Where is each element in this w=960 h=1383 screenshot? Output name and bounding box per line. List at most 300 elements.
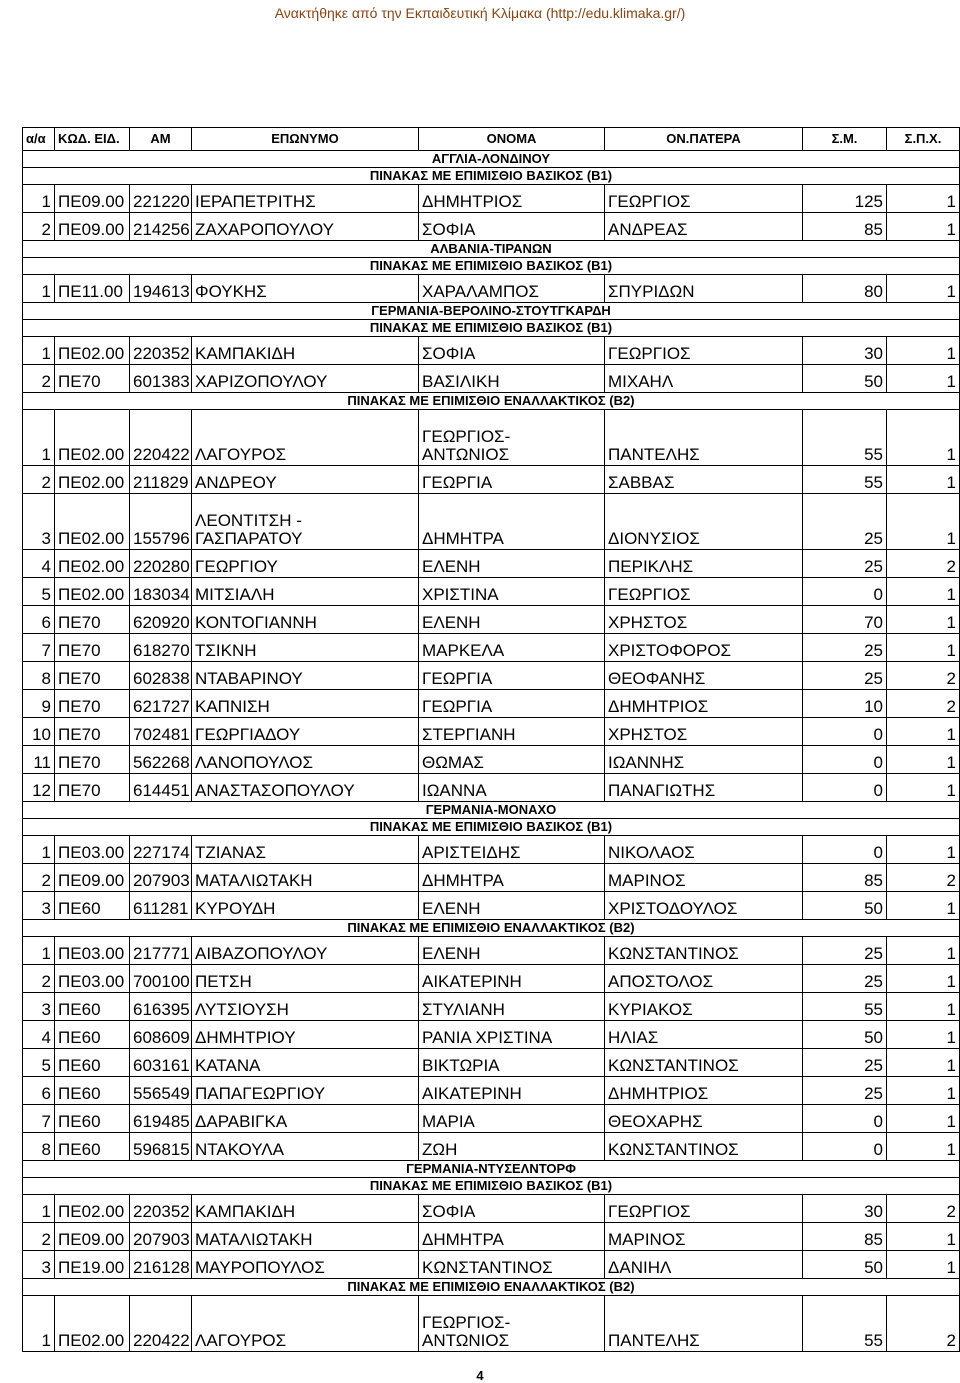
table-row bbox=[23, 1049, 960, 1077]
cell-sm: 25 bbox=[803, 662, 887, 690]
cell-father-name: ΠΕΡΙΚΛΗΣ bbox=[605, 550, 803, 578]
cell-surname: ΔΑΡΑΒΙΓΚΑ bbox=[192, 1105, 419, 1133]
cell-father-name: ΔΑΝΙΗΛ bbox=[605, 1251, 803, 1279]
cell-spx: 1 bbox=[887, 937, 960, 965]
section-heading-row bbox=[23, 303, 960, 320]
cell-am: 220280 bbox=[130, 550, 192, 578]
cell-spx: 1 bbox=[887, 634, 960, 662]
cell-aa: 2 bbox=[23, 965, 55, 993]
cell-father-name: ΔΙΟΝΥΣΙΟΣ bbox=[605, 494, 803, 550]
cell-surname: ΓΕΩΡΓΙΑΔΟΥ bbox=[192, 718, 419, 746]
cell-surname: ΖΑΧΑΡΟΠΟΥΛΟΥ bbox=[192, 213, 419, 241]
cell-name: ΕΛΕΝΗ bbox=[419, 937, 605, 965]
cell-aa: 1 bbox=[23, 937, 55, 965]
cell-surname: ΧΑΡΙΖΟΠΟΥΛΟΥ bbox=[192, 365, 419, 393]
cell-spx: 1 bbox=[887, 410, 960, 466]
cell-surname: ΠΕΤΣΗ bbox=[192, 965, 419, 993]
table-row bbox=[23, 1077, 960, 1105]
cell-specialty-code: ΠΕ02.00 bbox=[55, 337, 130, 365]
cell-sm: 25 bbox=[803, 937, 887, 965]
cell-am: 562268 bbox=[130, 746, 192, 774]
cell-am: 602838 bbox=[130, 662, 192, 690]
cell-spx: 1 bbox=[887, 993, 960, 1021]
cell-sm: 25 bbox=[803, 965, 887, 993]
cell-father-name: ΠΑΝΑΓΙΩΤΗΣ bbox=[605, 774, 803, 802]
cell-am: 220422 bbox=[130, 1296, 192, 1352]
header-specialty-code: ΚΩΔ. ΕΙΔ. bbox=[55, 128, 130, 151]
cell-aa: 9 bbox=[23, 690, 55, 718]
section-heading: ΠΙΝΑΚΑΣ ΜΕ ΕΠΙΜΙΣΘΙΟ ΒΑΣΙΚΟΣ (Β1) bbox=[23, 1178, 960, 1195]
cell-name: ΕΛΕΝΗ bbox=[419, 606, 605, 634]
cell-name: ΣΟΦΙΑ bbox=[419, 1195, 605, 1223]
cell-spx: 1 bbox=[887, 1049, 960, 1077]
cell-name: ΘΩΜΑΣ bbox=[419, 746, 605, 774]
cell-aa: 1 bbox=[23, 836, 55, 864]
cell-aa: 3 bbox=[23, 892, 55, 920]
cell-name: ΔΗΜΗΤΡΑ bbox=[419, 494, 605, 550]
cell-name: ΓΕΩΡΓΙΑ bbox=[419, 662, 605, 690]
cell-specialty-code: ΠΕ02.00 bbox=[55, 466, 130, 494]
cell-surname: ΦΟΥΚΗΣ bbox=[192, 275, 419, 303]
cell-aa: 2 bbox=[23, 466, 55, 494]
cell-aa: 2 bbox=[23, 213, 55, 241]
cell-aa: 4 bbox=[23, 1021, 55, 1049]
cell-am: 220352 bbox=[130, 337, 192, 365]
cell-father-name: ΚΥΡΙΑΚΟΣ bbox=[605, 993, 803, 1021]
cell-name: ΕΛΕΝΗ bbox=[419, 550, 605, 578]
cell-name: ΡΑΝΙΑ ΧΡΙΣΤΙΝΑ bbox=[419, 1021, 605, 1049]
cell-spx: 1 bbox=[887, 578, 960, 606]
cell-spx: 1 bbox=[887, 466, 960, 494]
cell-sm: 0 bbox=[803, 1133, 887, 1161]
source-banner[interactable]: Ανακτήθηκε από την Εκπαιδευτική Κλίμακα (http://edu.klimaka.gr/) bbox=[274, 5, 686, 21]
cell-father-name: ΣΠΥΡΙΔΩΝ bbox=[605, 275, 803, 303]
cell-name: ΣΤΕΡΓΙΑΝΗ bbox=[419, 718, 605, 746]
cell-am: 601383 bbox=[130, 365, 192, 393]
cell-aa: 5 bbox=[23, 1049, 55, 1077]
cell-am: 702481 bbox=[130, 718, 192, 746]
cell-specialty-code: ΠΕ70 bbox=[55, 746, 130, 774]
header-row bbox=[23, 128, 960, 151]
cell-surname: ΜΑΤΑΛΙΩΤΑΚΗ bbox=[192, 864, 419, 892]
header-sm: Σ.Μ. bbox=[803, 128, 887, 151]
section-heading-row bbox=[23, 819, 960, 836]
section-heading-row bbox=[23, 320, 960, 337]
table-body bbox=[23, 128, 960, 1352]
table-row bbox=[23, 550, 960, 578]
cell-father-name: ΓΕΩΡΓΙΟΣ bbox=[605, 337, 803, 365]
cell-aa: 3 bbox=[23, 1251, 55, 1279]
cell-surname: ΤΣΙΚΝΗ bbox=[192, 634, 419, 662]
cell-name: ΙΩΑΝΝΑ bbox=[419, 774, 605, 802]
cell-aa: 11 bbox=[23, 746, 55, 774]
cell-am: 207903 bbox=[130, 1223, 192, 1251]
cell-surname: ΚΑΤΑΝΑ bbox=[192, 1049, 419, 1077]
cell-am: 194613 bbox=[130, 275, 192, 303]
cell-am: 620920 bbox=[130, 606, 192, 634]
section-heading: ΠΙΝΑΚΑΣ ΜΕ ΕΠΙΜΙΣΘΙΟ ΕΝΑΛΛΑΚΤΙΚΟΣ (Β2) bbox=[23, 920, 960, 937]
cell-name: ΓΕΩΡΓΙΑ bbox=[419, 690, 605, 718]
section-heading: ΑΛΒΑΝΙΑ-ΤΙΡΑΝΩΝ bbox=[23, 241, 960, 258]
page-number: 4 bbox=[476, 1368, 484, 1383]
cell-sm: 50 bbox=[803, 365, 887, 393]
cell-name: ΓΕΩΡΓΙΑ bbox=[419, 466, 605, 494]
header-father-name: ΟΝ.ΠΑΤΕΡΑ bbox=[605, 128, 803, 151]
cell-specialty-code: ΠΕ70 bbox=[55, 690, 130, 718]
cell-specialty-code: ΠΕ02.00 bbox=[55, 578, 130, 606]
cell-specialty-code: ΠΕ70 bbox=[55, 606, 130, 634]
cell-father-name: ΜΙΧΑΗΛ bbox=[605, 365, 803, 393]
cell-surname: ΛΑΝΟΠΟΥΛΟΣ bbox=[192, 746, 419, 774]
cell-surname: ΑΝΔΡΕΟΥ bbox=[192, 466, 419, 494]
cell-specialty-code: ΠΕ60 bbox=[55, 1105, 130, 1133]
cell-father-name: ΜΑΡΙΝΟΣ bbox=[605, 1223, 803, 1251]
table-row bbox=[23, 746, 960, 774]
cell-sm: 0 bbox=[803, 718, 887, 746]
cell-specialty-code: ΠΕ70 bbox=[55, 662, 130, 690]
section-heading-row bbox=[23, 258, 960, 275]
table-row bbox=[23, 466, 960, 494]
cell-surname: ΚΑΠΝΙΣΗ bbox=[192, 690, 419, 718]
cell-specialty-code: ΠΕ19.00 bbox=[55, 1251, 130, 1279]
cell-specialty-code: ΠΕ60 bbox=[55, 1021, 130, 1049]
cell-am: 183034 bbox=[130, 578, 192, 606]
cell-father-name: ΚΩΝΣΤΑΝΤΙΝΟΣ bbox=[605, 937, 803, 965]
section-heading: ΠΙΝΑΚΑΣ ΜΕ ΕΠΙΜΙΣΘΙΟ ΒΑΣΙΚΟΣ (Β1) bbox=[23, 258, 960, 275]
cell-spx: 1 bbox=[887, 774, 960, 802]
cell-am: 220422 bbox=[130, 410, 192, 466]
table-row bbox=[23, 1223, 960, 1251]
header-spx: Σ.Π.Χ. bbox=[887, 128, 960, 151]
cell-specialty-code: ΠΕ70 bbox=[55, 634, 130, 662]
cell-sm: 0 bbox=[803, 1105, 887, 1133]
cell-name: ΧΡΙΣΤΙΝΑ bbox=[419, 578, 605, 606]
cell-father-name: ΚΩΝΣΤΑΝΤΙΝΟΣ bbox=[605, 1049, 803, 1077]
section-heading: ΑΓΓΛΙΑ-ΛΟΝΔΙΝΟΥ bbox=[23, 151, 960, 168]
cell-sm: 55 bbox=[803, 993, 887, 1021]
cell-sm: 80 bbox=[803, 275, 887, 303]
cell-specialty-code: ΠΕ09.00 bbox=[55, 864, 130, 892]
cell-am: 700100 bbox=[130, 965, 192, 993]
cell-spx: 1 bbox=[887, 1077, 960, 1105]
table-row bbox=[23, 937, 960, 965]
cell-surname: ΛΥΤΣΙΟΥΣΗ bbox=[192, 993, 419, 1021]
table-row bbox=[23, 993, 960, 1021]
cell-name: ΑΙΚΑΤΕΡΙΝΗ bbox=[419, 965, 605, 993]
table-row bbox=[23, 1251, 960, 1279]
table-row bbox=[23, 337, 960, 365]
cell-father-name: ΔΗΜΗΤΡΙΟΣ bbox=[605, 690, 803, 718]
table-row bbox=[23, 494, 960, 550]
cell-sm: 50 bbox=[803, 892, 887, 920]
cell-sm: 25 bbox=[803, 1077, 887, 1105]
cell-name: ΑΙΚΑΤΕΡΙΝΗ bbox=[419, 1077, 605, 1105]
cell-aa: 8 bbox=[23, 662, 55, 690]
cell-aa: 1 bbox=[23, 185, 55, 213]
cell-name: ΒΙΚΤΩΡΙΑ bbox=[419, 1049, 605, 1077]
cell-aa: 1 bbox=[23, 410, 55, 466]
cell-am: 556549 bbox=[130, 1077, 192, 1105]
section-heading: ΠΙΝΑΚΑΣ ΜΕ ΕΠΙΜΙΣΘΙΟ ΒΑΣΙΚΟΣ (Β1) bbox=[23, 168, 960, 185]
cell-aa: 1 bbox=[23, 275, 55, 303]
cell-am: 155796 bbox=[130, 494, 192, 550]
cell-surname: ΓΕΩΡΓΙΟΥ bbox=[192, 550, 419, 578]
cell-am: 596815 bbox=[130, 1133, 192, 1161]
cell-surname: ΤΖΙΑΝΑΣ bbox=[192, 836, 419, 864]
cell-sm: 55 bbox=[803, 1296, 887, 1352]
cell-father-name: ΗΛΙΑΣ bbox=[605, 1021, 803, 1049]
cell-am: 611281 bbox=[130, 892, 192, 920]
cell-spx: 2 bbox=[887, 662, 960, 690]
table-row bbox=[23, 718, 960, 746]
cell-aa: 3 bbox=[23, 494, 55, 550]
cell-father-name: ΧΡΙΣΤΟΔΟΥΛΟΣ bbox=[605, 892, 803, 920]
cell-aa: 6 bbox=[23, 606, 55, 634]
section-heading: ΓΕΡΜΑΝΙΑ-ΒΕΡΟΛΙΝΟ-ΣΤΟΥΤΓΚΑΡΔΗ bbox=[23, 303, 960, 320]
cell-father-name: ΔΗΜΗΤΡΙΟΣ bbox=[605, 1077, 803, 1105]
cell-specialty-code: ΠΕ60 bbox=[55, 993, 130, 1021]
cell-specialty-code: ΠΕ02.00 bbox=[55, 550, 130, 578]
section-heading-row bbox=[23, 168, 960, 185]
cell-surname: ΔΗΜΗΤΡΙΟΥ bbox=[192, 1021, 419, 1049]
cell-sm: 0 bbox=[803, 578, 887, 606]
cell-father-name: ΧΡΗΣΤΟΣ bbox=[605, 718, 803, 746]
cell-spx: 2 bbox=[887, 864, 960, 892]
cell-sm: 0 bbox=[803, 774, 887, 802]
cell-sm: 30 bbox=[803, 337, 887, 365]
cell-father-name: ΓΕΩΡΓΙΟΣ bbox=[605, 185, 803, 213]
cell-father-name: ΓΕΩΡΓΙΟΣ bbox=[605, 578, 803, 606]
cell-father-name: ΓΕΩΡΓΙΟΣ bbox=[605, 1195, 803, 1223]
cell-aa: 12 bbox=[23, 774, 55, 802]
cell-father-name: ΑΝΔΡΕΑΣ bbox=[605, 213, 803, 241]
cell-sm: 25 bbox=[803, 1049, 887, 1077]
cell-father-name: ΜΑΡΙΝΟΣ bbox=[605, 864, 803, 892]
cell-name: ΓΕΩΡΓΙΟΣ- ΑΝΤΩΝΙΟΣ bbox=[419, 1296, 605, 1352]
cell-name: ΔΗΜΗΤΡΑ bbox=[419, 1223, 605, 1251]
table-row bbox=[23, 864, 960, 892]
cell-specialty-code: ΠΕ02.00 bbox=[55, 410, 130, 466]
cell-aa: 1 bbox=[23, 1296, 55, 1352]
cell-am: 614451 bbox=[130, 774, 192, 802]
cell-sm: 50 bbox=[803, 1251, 887, 1279]
section-heading: ΠΙΝΑΚΑΣ ΜΕ ΕΠΙΜΙΣΘΙΟ ΕΝΑΛΛΑΚΤΙΚΟΣ (Β2) bbox=[23, 393, 960, 410]
cell-sm: 85 bbox=[803, 1223, 887, 1251]
cell-spx: 1 bbox=[887, 965, 960, 993]
placement-table bbox=[22, 127, 960, 1352]
cell-father-name: ΙΩΑΝΝΗΣ bbox=[605, 746, 803, 774]
cell-father-name: ΘΕΟΦΑΝΗΣ bbox=[605, 662, 803, 690]
cell-specialty-code: ΠΕ03.00 bbox=[55, 965, 130, 993]
cell-am: 211829 bbox=[130, 466, 192, 494]
section-heading-row bbox=[23, 802, 960, 819]
cell-name: ΜΑΡΙΑ bbox=[419, 1105, 605, 1133]
cell-am: 217771 bbox=[130, 937, 192, 965]
cell-sm: 85 bbox=[803, 864, 887, 892]
table-row bbox=[23, 634, 960, 662]
cell-sm: 30 bbox=[803, 1195, 887, 1223]
cell-sm: 50 bbox=[803, 1021, 887, 1049]
cell-spx: 2 bbox=[887, 1296, 960, 1352]
cell-father-name: ΠΑΝΤΕΛΗΣ bbox=[605, 1296, 803, 1352]
section-heading: ΠΙΝΑΚΑΣ ΜΕ ΕΠΙΜΙΣΘΙΟ ΒΑΣΙΚΟΣ (Β1) bbox=[23, 320, 960, 337]
cell-name: ΑΡΙΣΤΕΙΔΗΣ bbox=[419, 836, 605, 864]
cell-surname: ΜΑΤΑΛΙΩΤΑΚΗ bbox=[192, 1223, 419, 1251]
cell-spx: 1 bbox=[887, 606, 960, 634]
cell-sm: 25 bbox=[803, 494, 887, 550]
cell-specialty-code: ΠΕ60 bbox=[55, 892, 130, 920]
table-row bbox=[23, 690, 960, 718]
cell-father-name: ΑΠΟΣΤΟΛΟΣ bbox=[605, 965, 803, 993]
cell-spx: 2 bbox=[887, 1195, 960, 1223]
table-row bbox=[23, 275, 960, 303]
cell-specialty-code: ΠΕ03.00 bbox=[55, 937, 130, 965]
cell-aa: 2 bbox=[23, 864, 55, 892]
cell-aa: 2 bbox=[23, 365, 55, 393]
cell-am: 214256 bbox=[130, 213, 192, 241]
cell-name: ΓΕΩΡΓΙΟΣ- ΑΝΤΩΝΙΟΣ bbox=[419, 410, 605, 466]
cell-sm: 70 bbox=[803, 606, 887, 634]
cell-aa: 4 bbox=[23, 550, 55, 578]
cell-surname: ΠΑΠΑΓΕΩΡΓΙΟΥ bbox=[192, 1077, 419, 1105]
header-name: ΟΝΟΜΑ bbox=[419, 128, 605, 151]
cell-spx: 2 bbox=[887, 550, 960, 578]
cell-name: ΕΛΕΝΗ bbox=[419, 892, 605, 920]
cell-surname: ΚΥΡΟΥΔΗ bbox=[192, 892, 419, 920]
cell-specialty-code: ΠΕ60 bbox=[55, 1133, 130, 1161]
cell-surname: ΛΑΓΟΥΡΟΣ bbox=[192, 1296, 419, 1352]
table-row bbox=[23, 606, 960, 634]
cell-am: 207903 bbox=[130, 864, 192, 892]
cell-spx: 1 bbox=[887, 1105, 960, 1133]
cell-sm: 25 bbox=[803, 550, 887, 578]
cell-name: ΚΩΝΣΤΑΝΤΙΝΟΣ bbox=[419, 1251, 605, 1279]
cell-aa: 2 bbox=[23, 1223, 55, 1251]
cell-surname: ΛΑΓΟΥΡΟΣ bbox=[192, 410, 419, 466]
table-row bbox=[23, 578, 960, 606]
cell-sm: 125 bbox=[803, 185, 887, 213]
cell-aa: 5 bbox=[23, 578, 55, 606]
cell-spx: 1 bbox=[887, 365, 960, 393]
cell-specialty-code: ΠΕ60 bbox=[55, 1049, 130, 1077]
cell-sm: 10 bbox=[803, 690, 887, 718]
cell-name: ΣΟΦΙΑ bbox=[419, 213, 605, 241]
cell-sm: 25 bbox=[803, 634, 887, 662]
table-row bbox=[23, 774, 960, 802]
cell-name: ΣΤΥΛΙΑΝΗ bbox=[419, 993, 605, 1021]
cell-surname: ΑΙΒΑΖΟΠΟΥΛΟΥ bbox=[192, 937, 419, 965]
section-heading: ΓΕΡΜΑΝΙΑ-ΝΤΥΣΕΛΝΤΟΡΦ bbox=[23, 1161, 960, 1178]
cell-aa: 7 bbox=[23, 1105, 55, 1133]
cell-surname: ΜΑΥΡΟΠΟΥΛΟΣ bbox=[192, 1251, 419, 1279]
cell-father-name: ΘΕΟΧΑΡΗΣ bbox=[605, 1105, 803, 1133]
cell-am: 619485 bbox=[130, 1105, 192, 1133]
cell-father-name: ΣΑΒΒΑΣ bbox=[605, 466, 803, 494]
table-row bbox=[23, 213, 960, 241]
cell-sm: 55 bbox=[803, 466, 887, 494]
header-am: ΑΜ bbox=[130, 128, 192, 151]
header-surname: ΕΠΩΝΥΜΟ bbox=[192, 128, 419, 151]
cell-name: ΔΗΜΗΤΡΑ bbox=[419, 864, 605, 892]
cell-aa: 10 bbox=[23, 718, 55, 746]
section-heading-row bbox=[23, 1178, 960, 1195]
cell-spx: 1 bbox=[887, 213, 960, 241]
cell-spx: 1 bbox=[887, 718, 960, 746]
table-row bbox=[23, 965, 960, 993]
cell-aa: 1 bbox=[23, 1195, 55, 1223]
cell-specialty-code: ΠΕ70 bbox=[55, 365, 130, 393]
cell-sm: 0 bbox=[803, 746, 887, 774]
cell-aa: 3 bbox=[23, 993, 55, 1021]
section-heading: ΠΙΝΑΚΑΣ ΜΕ ΕΠΙΜΙΣΘΙΟ ΕΝΑΛΛΑΚΤΙΚΟΣ (Β2) bbox=[23, 1279, 960, 1296]
cell-specialty-code: ΠΕ02.00 bbox=[55, 1296, 130, 1352]
cell-father-name: ΧΡΙΣΤΟΦΟΡΟΣ bbox=[605, 634, 803, 662]
cell-spx: 1 bbox=[887, 337, 960, 365]
cell-name: ΜΑΡΚΕΛΑ bbox=[419, 634, 605, 662]
table-row bbox=[23, 836, 960, 864]
cell-father-name: ΧΡΗΣΤΟΣ bbox=[605, 606, 803, 634]
cell-am: 621727 bbox=[130, 690, 192, 718]
table-row bbox=[23, 1296, 960, 1352]
cell-am: 216128 bbox=[130, 1251, 192, 1279]
cell-spx: 1 bbox=[887, 746, 960, 774]
cell-spx: 1 bbox=[887, 1251, 960, 1279]
cell-father-name: ΚΩΝΣΤΑΝΤΙΝΟΣ bbox=[605, 1133, 803, 1161]
cell-spx: 1 bbox=[887, 275, 960, 303]
cell-aa: 6 bbox=[23, 1077, 55, 1105]
cell-sm: 85 bbox=[803, 213, 887, 241]
cell-spx: 1 bbox=[887, 1021, 960, 1049]
cell-surname: ΜΙΤΣΙΑΛΗ bbox=[192, 578, 419, 606]
cell-name: ΣΟΦΙΑ bbox=[419, 337, 605, 365]
cell-am: 220352 bbox=[130, 1195, 192, 1223]
cell-father-name: ΝΙΚΟΛΑΟΣ bbox=[605, 836, 803, 864]
cell-surname: ΚΟΝΤΟΓΙΑΝΝΗ bbox=[192, 606, 419, 634]
cell-aa: 7 bbox=[23, 634, 55, 662]
cell-father-name: ΠΑΝΤΕΛΗΣ bbox=[605, 410, 803, 466]
cell-specialty-code: ΠΕ09.00 bbox=[55, 185, 130, 213]
cell-am: 616395 bbox=[130, 993, 192, 1021]
table-row bbox=[23, 365, 960, 393]
cell-am: 227174 bbox=[130, 836, 192, 864]
cell-aa: 1 bbox=[23, 337, 55, 365]
cell-specialty-code: ΠΕ11.00 bbox=[55, 275, 130, 303]
cell-spx: 1 bbox=[887, 494, 960, 550]
table-row bbox=[23, 1195, 960, 1223]
cell-surname: ΛΕΟΝΤΙΤΣΗ - ΓΑΣΠΑΡΑΤΟΥ bbox=[192, 494, 419, 550]
cell-am: 603161 bbox=[130, 1049, 192, 1077]
cell-am: 608609 bbox=[130, 1021, 192, 1049]
header-aa: α/α bbox=[23, 128, 55, 151]
cell-name: ΒΑΣΙΛΙΚΗ bbox=[419, 365, 605, 393]
cell-spx: 1 bbox=[887, 892, 960, 920]
cell-specialty-code: ΠΕ09.00 bbox=[55, 1223, 130, 1251]
cell-specialty-code: ΠΕ70 bbox=[55, 774, 130, 802]
table-row bbox=[23, 185, 960, 213]
section-heading-row bbox=[23, 1279, 960, 1296]
cell-specialty-code: ΠΕ02.00 bbox=[55, 494, 130, 550]
section-heading-row bbox=[23, 393, 960, 410]
cell-spx: 1 bbox=[887, 1223, 960, 1251]
section-heading: ΓΕΡΜΑΝΙΑ-ΜΟΝΑΧΟ bbox=[23, 802, 960, 819]
cell-sm: 55 bbox=[803, 410, 887, 466]
cell-surname: ΚΑΜΠΑΚΙΔΗ bbox=[192, 337, 419, 365]
section-heading: ΠΙΝΑΚΑΣ ΜΕ ΕΠΙΜΙΣΘΙΟ ΒΑΣΙΚΟΣ (Β1) bbox=[23, 819, 960, 836]
cell-surname: ΝΤΑΚΟΥΛΑ bbox=[192, 1133, 419, 1161]
cell-specialty-code: ΠΕ60 bbox=[55, 1077, 130, 1105]
cell-surname: ΑΝΑΣΤΑΣΟΠΟΥΛΟΥ bbox=[192, 774, 419, 802]
cell-specialty-code: ΠΕ70 bbox=[55, 718, 130, 746]
